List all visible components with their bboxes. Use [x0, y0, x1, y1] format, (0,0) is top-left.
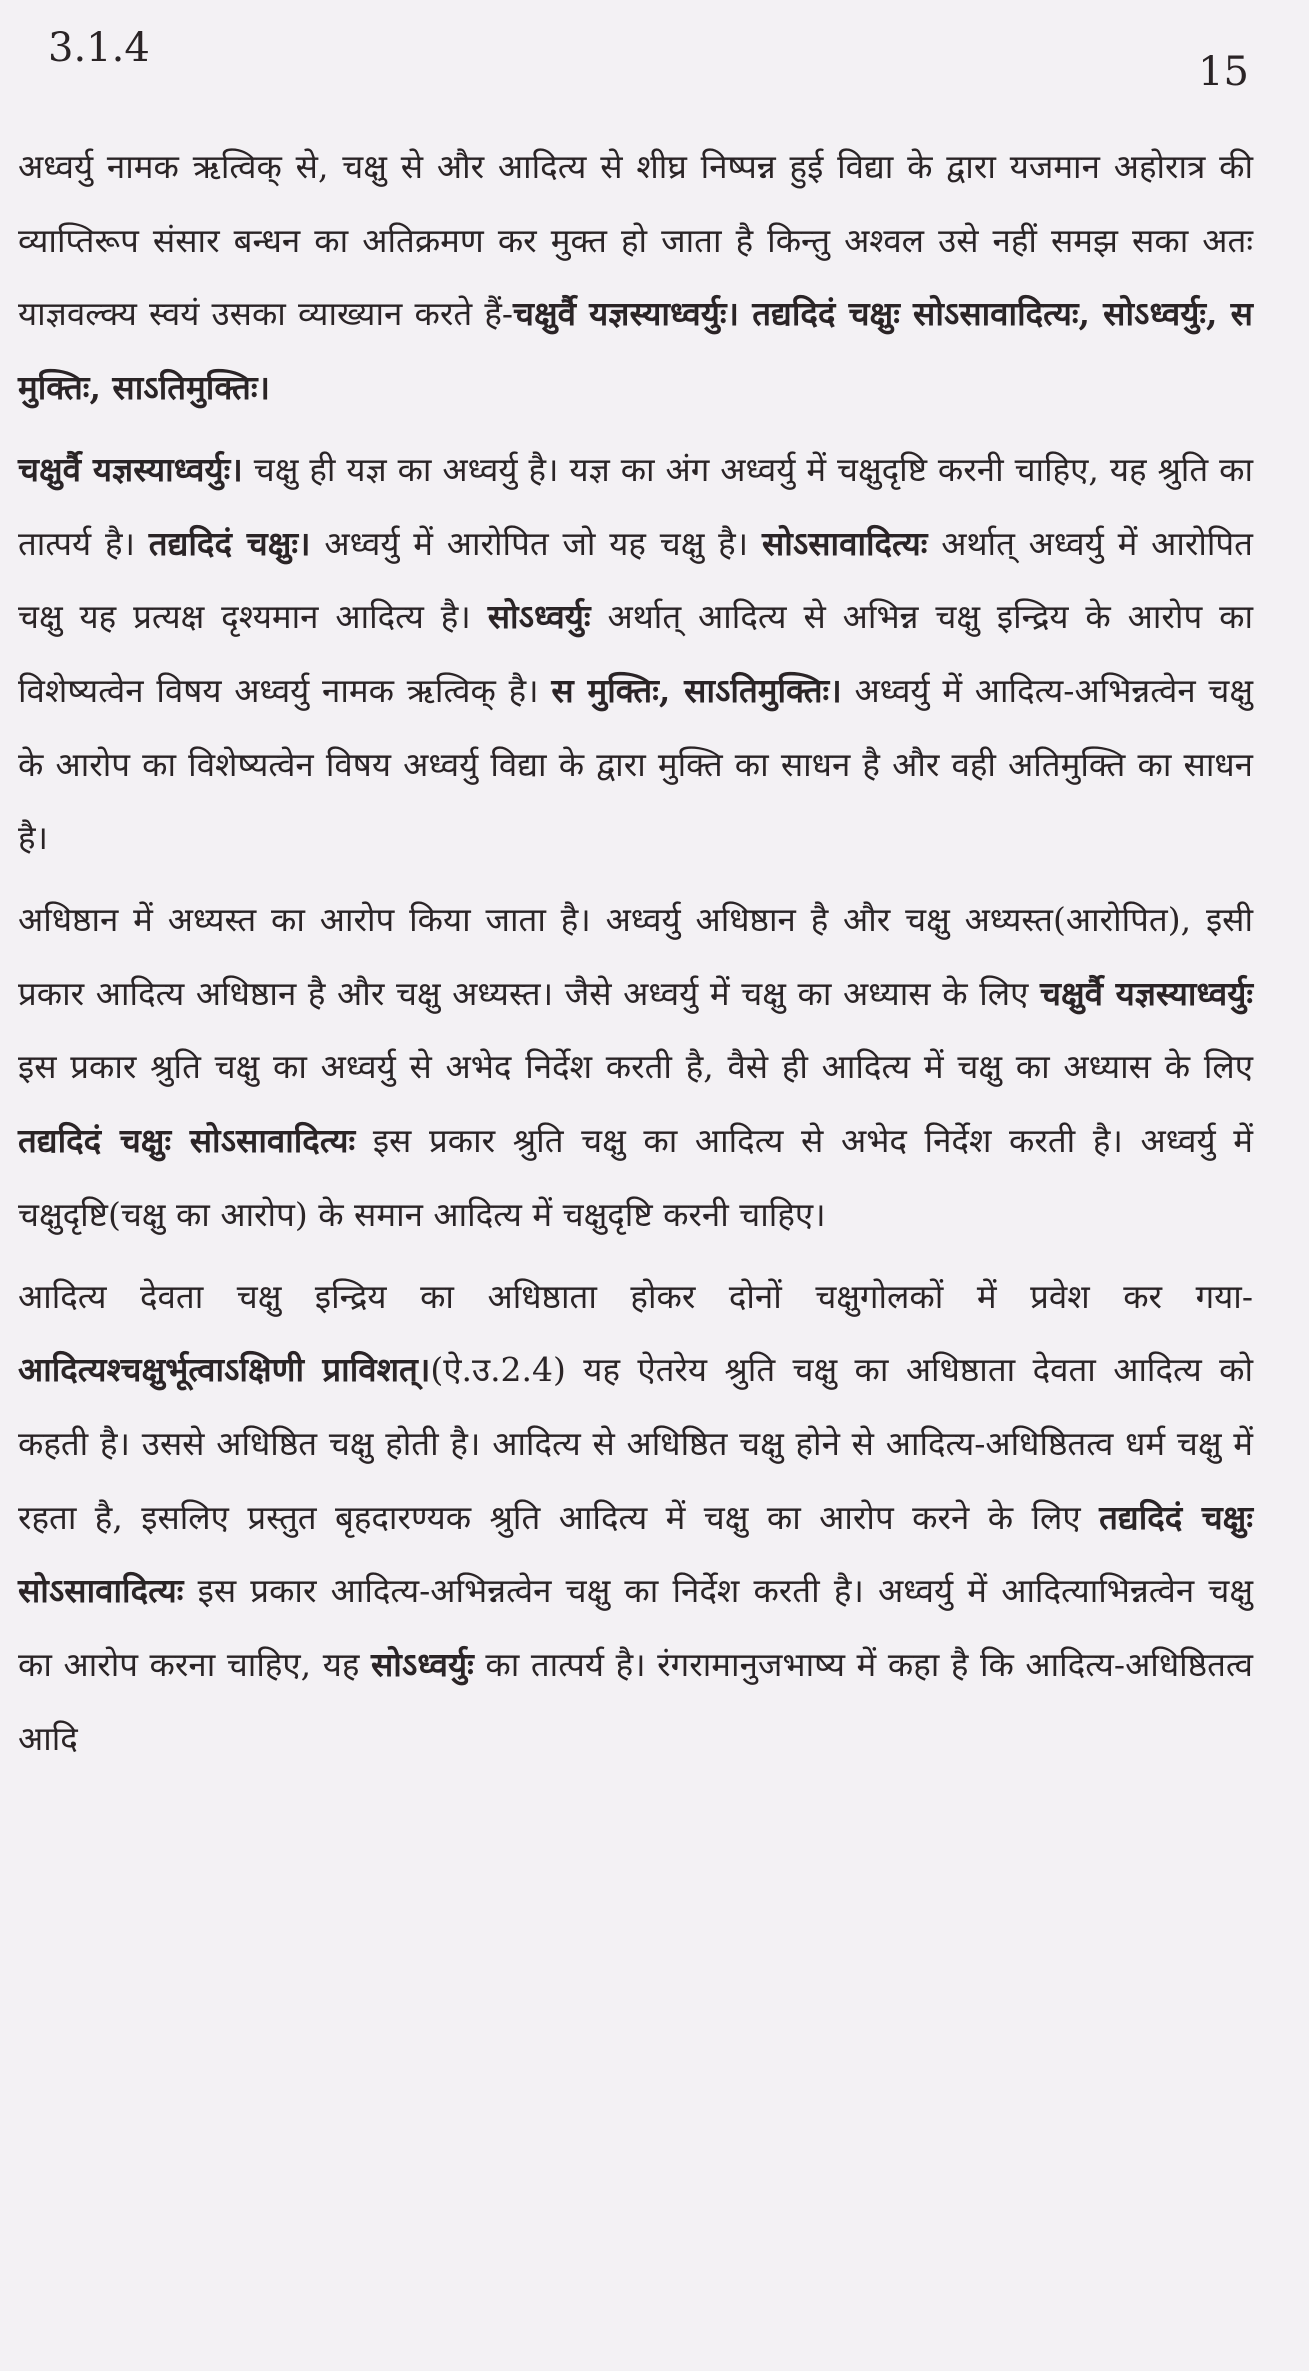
page-body: [18, 130, 1253, 1783]
text-segment: अध्वर्यु में आरोपित जो यह चक्षु है।: [310, 523, 762, 563]
bold-quote: आदित्यश्चक्षुर्भूत्वाऽक्षिणी प्राविशत्।: [18, 1350, 431, 1390]
paragraph-1: [18, 130, 1253, 425]
text-segment: अर्थात् आदित्य से अभिन्न चक्षु इन्द्रिय के आरोप का विशेष्यत्वेन विषय अध्वर्यु नामक ऋत्विक् है।: [18, 597, 1253, 710]
bold-quote: चक्षुर्वै यज्ञस्याध्वर्युः।: [18, 449, 243, 489]
bold-quote: तद्यदिदं चक्षुः।: [148, 523, 311, 563]
text-segment: इस प्रकार श्रुति चक्षु का अध्वर्यु से अभेद निर्देश करती है, वैसे ही आदित्य में चक्षु का अध्यास के लिए: [18, 1047, 1253, 1087]
text-segment: (ऐ.उ.2.4) यह ऐतरेय श्रुति चक्षु का अधिष्ठाता देवता आदित्य को कहती है। उससे अधिष्ठित चक्षु होती है। आदित्य से अधिष्ठित चक्षु होने से आदित्य-अधिष्ठितत्व धर्म चक्षु में रहता है, इसलिए प्रस्तुत बृहदारण्यक श्रुति आदित्य में चक्षु का आरोप करने के लिए: [18, 1350, 1253, 1537]
text-segment: इस प्रकार आदित्य-अभिन्नत्वेन चक्षु का निर्देश करती है। अध्वर्यु में आदित्याभिन्नत्वेन चक्षु का आरोप करना चाहिए, यह: [18, 1571, 1253, 1685]
bold-quote: सोऽध्वर्युः: [487, 597, 591, 637]
text-segment: अर्थात् अध्वर्यु में आरोपित चक्षु यह प्रत्यक्ष दृश्यमान आदित्य है।: [18, 523, 1253, 637]
bold-quote: सोऽसावादित्यः: [761, 523, 928, 563]
page-number: 15: [1198, 49, 1249, 95]
text-segment: अधिष्ठान में अध्यस्त का आरोप किया जाता है। अध्वर्यु अधिष्ठान है और चक्षु अध्यस्त(आरोपित), इसी प्रकार आदित्य अधिष्ठान है और चक्षु अध्यस्त। जैसे अध्वर्यु में चक्षु का अध्यास के लिए: [18, 900, 1253, 1013]
text-segment: आदित्य देवता चक्षु इन्द्रिय का अधिष्ठाता होकर दोनों चक्षुगोलकों में प्रवेश कर गया-: [18, 1276, 1253, 1316]
bold-quote: स मुक्तिः, साऽतिमुक्तिः।: [551, 670, 842, 710]
section-number: 3.1.4: [48, 25, 150, 71]
text-segment: अध्वर्यु नामक ऋत्विक् से, चक्षु से और आदित्य से शीघ्र निष्पन्न हुई विद्या के द्वारा यजमान अहोरात्र की व्याप्तिरूप संसार बन्धन का अतिक्रमण कर मुक्त हो जाता है किन्तु अश्वल उसे नहीं समझ सका अतः याज्ञवल्क्य स्वयं उसका व्याख्यान करते हैं-: [18, 147, 1253, 334]
bold-quote: चक्षुर्वै यज्ञस्याध्वर्युः: [1040, 973, 1254, 1013]
text-segment: अध्वर्यु में आदित्य-अभिन्नत्वेन चक्षु के आरोप का विशेष्यत्वेन विषय अध्वर्यु विद्या के द्वारा मुक्ति का साधन है और वही अतिमुक्ति का साधन है।: [18, 670, 1253, 858]
paragraph-3: [18, 883, 1253, 1252]
bold-quote: तद्यदिदं चक्षुः सोऽसावादित्यः: [18, 1121, 356, 1161]
text-segment: इस प्रकार श्रुति चक्षु का आदित्य से अभेद निर्देश करती है। अध्वर्यु में चक्षुदृष्टि(चक्षु का आरोप) के समान आदित्य में चक्षुदृष्टि करनी चाहिए।: [18, 1121, 1253, 1234]
text-segment: का तात्पर्य है। रंगरामानुजभाष्य में कहा है कि आदित्य-अधिष्ठितत्व आदि: [18, 1645, 1254, 1758]
paragraph-4: [18, 1260, 1253, 1776]
paragraph-2: [18, 433, 1253, 875]
text-segment: चक्षु ही यज्ञ का अध्वर्यु है। यज्ञ का अंग अध्वर्यु में चक्षुदृष्टि करनी चाहिए, यह श्रुति का तात्पर्य है।: [18, 449, 1254, 563]
bold-quote: चक्षुर्वै यज्ञस्याध्वर्युः। तद्यदिदं चक्षुः सोऽसावादित्यः, सोऽध्वर्युः, स मुक्तिः, साऽतिमुक्तिः।: [18, 294, 1253, 408]
bold-quote: सोऽध्वर्युः: [370, 1645, 474, 1685]
bold-quote: तद्यदिदं चक्षुः सोऽसावादित्यः: [18, 1497, 1253, 1611]
